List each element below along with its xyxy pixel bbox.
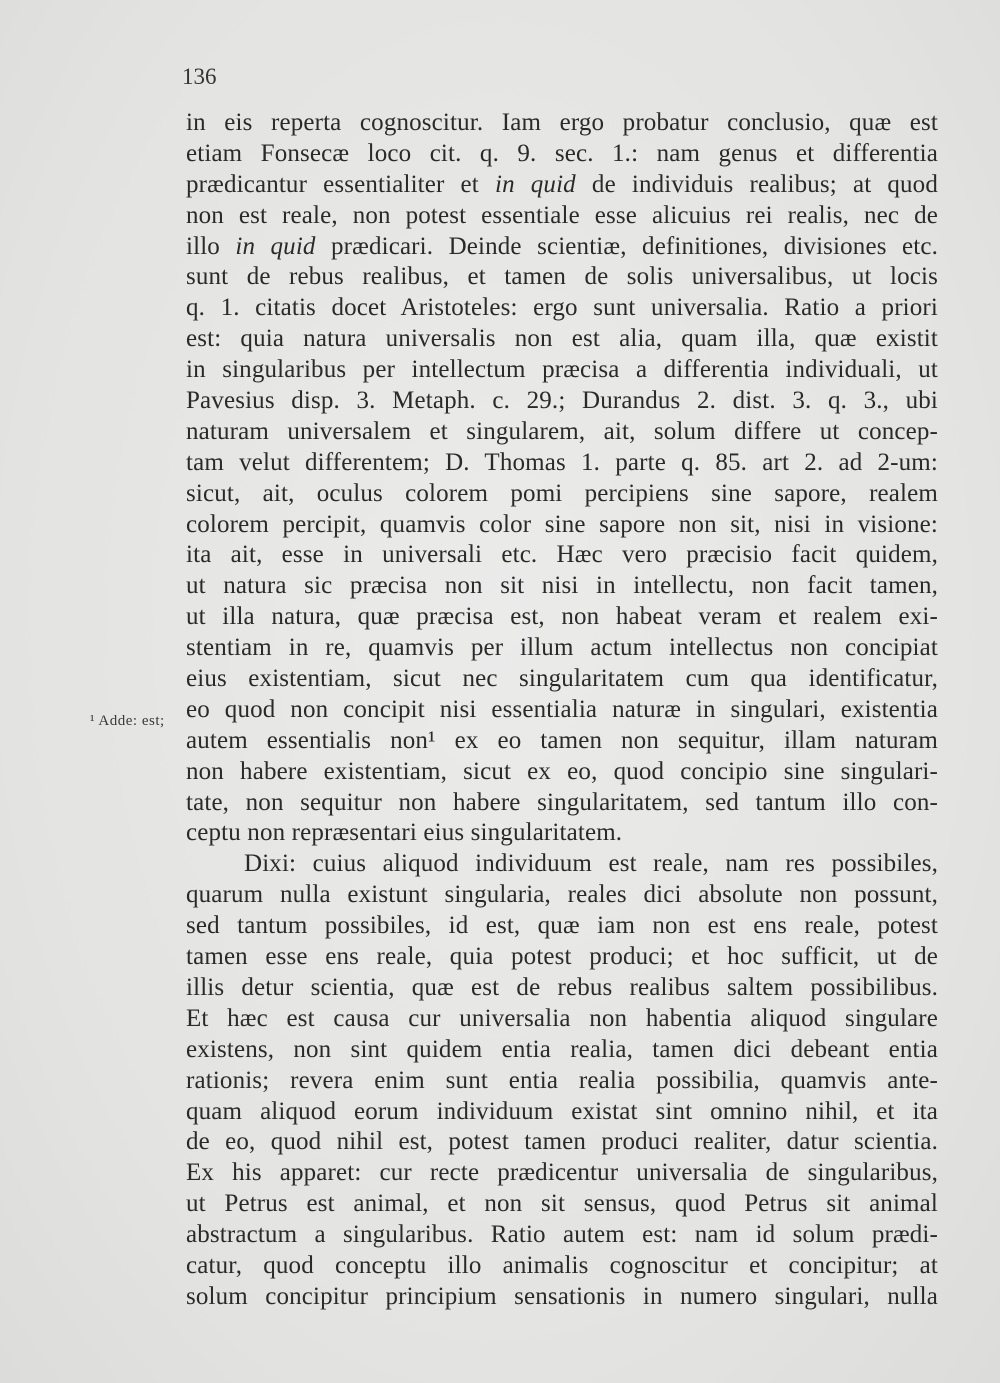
text-line: autem essentialis non¹ ex eo tamen non sequitur, illam naturam [186,726,938,754]
text-line: q. 1. citatis docet Aristoteles: ergo sunt universalia. Ratio a priori [186,294,938,322]
page-number: 136 [182,64,217,89]
text-line: existens, non sint quidem entia realia, tamen dici debeant entia [186,1035,938,1063]
text-line: ut natura sic præcisa non sit nisi in intellectu, non facit tamen, [186,572,938,600]
text-line: ceptu non repræsentari eius singularitatem. [186,819,623,847]
text-line: Dixi: cuius aliquod individuum est reale, nam res possibiles, [244,850,938,878]
text-line: in singularibus per intellectum præcisa a differentia individuali, ut [186,356,938,384]
text-line: in eis reperta cognoscitur. Iam ergo probatur conclusio, quæ est [186,109,938,136]
text-line: eo quod non concipit nisi essentialia naturæ in singulari, existentia [186,695,938,723]
text-line: illis detur scientia, quæ est de rebus realibus saltem possibilibus. [186,973,938,1001]
text-line: non habere existentiam, sicut ex eo, quod concipio sine singulari- [186,757,938,785]
text-line: tamen esse ens reale, quia potest produci; et hoc sufficit, ut de [186,943,938,971]
text-line: ita ait, esse in universali etc. Hæc vero præcisio facit quidem, [186,541,938,569]
text-line: ut illa natura, quæ præcisa est, non habeat veram et realem exi- [186,603,938,631]
text-line: sicut, ait, oculus colorem pomi percipiens sine sapore, realem [186,479,938,507]
text-line: tate, non sequitur non habere singularitatem, sed tantum illo con- [186,788,938,816]
text-line: de eo, quod nihil est, potest tamen produci realiter, datur scientia. [186,1128,938,1156]
text-line: quarum nulla existunt singularia, reales dici absolute non possunt, [186,881,938,909]
text-line: Et hæc est causa cur universalia non habentia aliquod singulare [186,1004,938,1032]
text-line: Ex his apparet: cur recte prædicentur universalia de singularibus, [186,1159,938,1187]
text-line: tam velut differentem; D. Thomas 1. parte q. 85. art 2. ad 2-um: [186,448,938,476]
text-line: illo in quid prædicari. Deinde scientiæ, definitiones, divisiones etc. [186,232,938,260]
text-line: etiam Fonsecæ loco cit. q. 9. sec. 1.: nam genus et differentia [186,139,938,167]
text-line: abstractum a singularibus. Ratio autem est: nam id solum prædi- [186,1221,938,1249]
text-line: stentiam in re, quamvis per illum actum intellectus non concipiat [186,634,938,662]
text-line: eius existentiam, sicut nec singularitatem cum qua identificatur, [186,665,938,693]
text-line: non est reale, non potest essentiale esse alicuius rei realis, nec de [186,201,938,229]
text-line: rationis; revera enim sunt entia realia possibilia, quamvis ante- [186,1066,938,1094]
text-line: Pavesius disp. 3. Metaph. c. 29.; Durandus 2. dist. 3. q. 3., ubi [186,387,938,415]
text-line: solum concipitur principium sensationis in numero singulari, nulla [186,1282,938,1310]
text-line: sunt de rebus realibus, et tamen de solis universalibus, ut locis [186,263,938,291]
body-text [186,108,938,1313]
text-line: naturam universalem et singularem, ait, solum differe ut concep- [186,417,938,445]
text-line: sed tantum possibiles, id est, quæ iam non est ens reale, potest [186,912,938,940]
text-line: catur, quod conceptu illo animalis cognoscitur et concipitur; at [186,1251,938,1279]
text-line: prædicantur essentialiter et in quid de individuis realibus; at quod [186,170,938,198]
text-line: quam aliquod eorum individuum existat sint omnino nihil, et ita [186,1097,938,1125]
text-line: ut Petrus est animal, et non sit sensus, quod Petrus sit animal [186,1190,938,1218]
text-line: colorem percipit, quamvis color sine sapore non sit, nisi in visione: [186,510,938,538]
margin-note: ¹ Adde: est; [90,713,165,729]
text-line: est: quia natura universalis non est alia, quam illa, quæ existit [186,325,938,353]
